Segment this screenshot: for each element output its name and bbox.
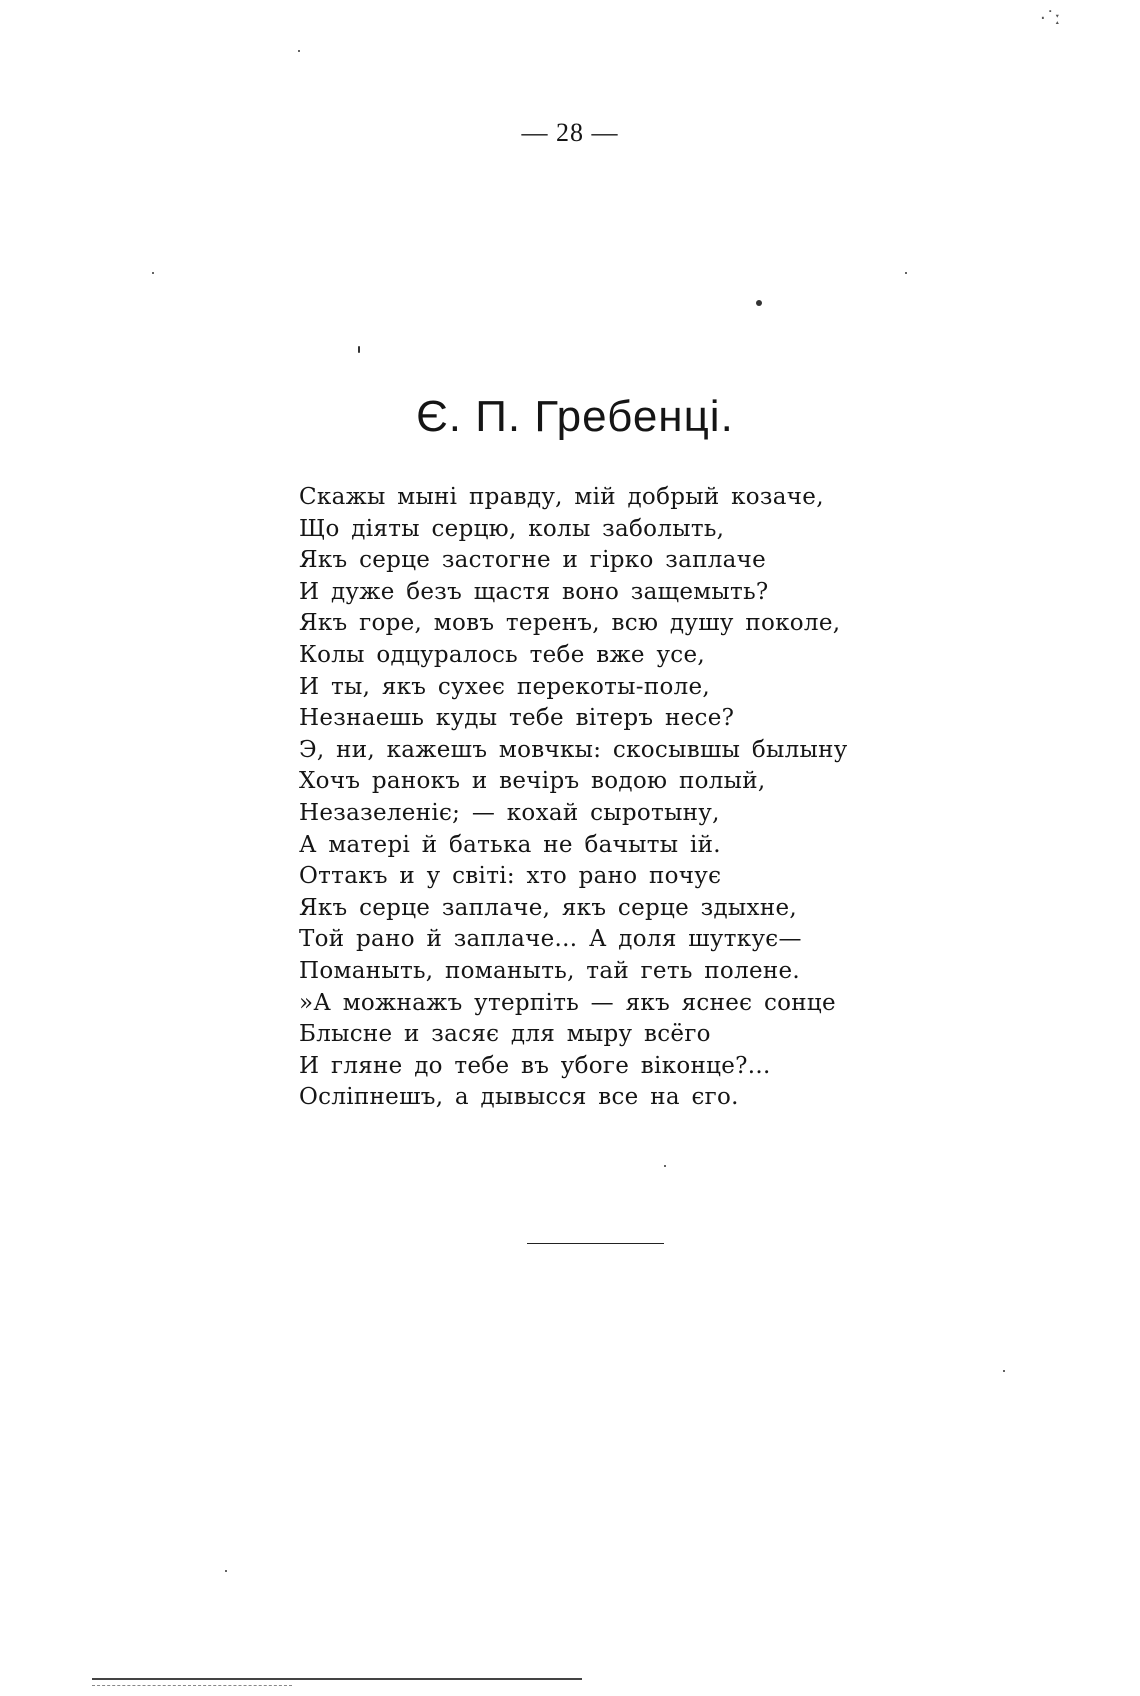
poem-line: Хочъ ранокъ и вечіръ водою полый, bbox=[299, 768, 766, 795]
poem-line: Незазеленіє; — кохай сыротыну, bbox=[299, 799, 720, 826]
poem-title: Є. П. Гребенці. bbox=[416, 392, 734, 441]
bottom-scan-rule bbox=[92, 1678, 582, 1680]
page-number: — 28 — bbox=[521, 118, 619, 147]
ink-speck bbox=[664, 1165, 666, 1167]
poem-line: Якъ серце застогне и гірко заплаче bbox=[299, 547, 767, 574]
bottom-scan-rule-dashed bbox=[92, 1685, 292, 1686]
poem-line: »А можнажъ утерпіть — якъ яснеє сонце bbox=[299, 989, 836, 1016]
poem-line: И гляне до тебе въ убоге віконце?... bbox=[299, 1052, 771, 1079]
end-divider-rule bbox=[527, 1243, 664, 1244]
corner-speck-mark: ·˙ː bbox=[1040, 8, 1061, 29]
poem-line: Осліпнешъ, а дывысся все на єго. bbox=[299, 1084, 739, 1111]
poem-line: И ты, якъ сухеє перекоты-поле, bbox=[299, 673, 711, 700]
poem-line: Якъ серце заплаче, якъ серце здыхне, bbox=[299, 894, 797, 921]
poem-body bbox=[299, 482, 919, 1114]
poem-line: Той рано й заплаче... А доля шуткує— bbox=[299, 926, 802, 953]
poem-line: Колы одцуралось тебе вже усе, bbox=[299, 641, 705, 668]
poem-line: Поманыть, поманыть, тай геть полене. bbox=[299, 957, 801, 984]
poem-line: Що діяты серцю, колы заболыть, bbox=[299, 515, 725, 542]
poem-line: И дуже безъ щастя воно защемыть? bbox=[299, 578, 769, 605]
ink-speck bbox=[298, 50, 300, 52]
ink-speck bbox=[152, 272, 154, 274]
poem-line: Якъ горе, мовъ теренъ, всю душу поколе, bbox=[299, 610, 841, 637]
ink-speck bbox=[358, 346, 360, 353]
poem-line: Скажы мыні правду, мій добрый козаче, bbox=[299, 484, 824, 510]
ink-speck bbox=[225, 1570, 227, 1572]
poem-line: Оттакъ и у світі: хто рано почує bbox=[299, 863, 722, 890]
poem-line: Блысне и засяє для мыру всёго bbox=[299, 1021, 711, 1048]
ink-speck bbox=[905, 272, 907, 274]
ink-speck bbox=[756, 300, 762, 306]
ink-speck bbox=[1003, 1370, 1005, 1372]
poem-line: Э, ни, кажешъ мовчкы: скосывшы былыну bbox=[299, 736, 848, 763]
poem-line: А матері й батька не бачыты ій. bbox=[299, 831, 721, 858]
poem-line: Незнаешь куды тебе вітеръ несе? bbox=[299, 705, 735, 732]
